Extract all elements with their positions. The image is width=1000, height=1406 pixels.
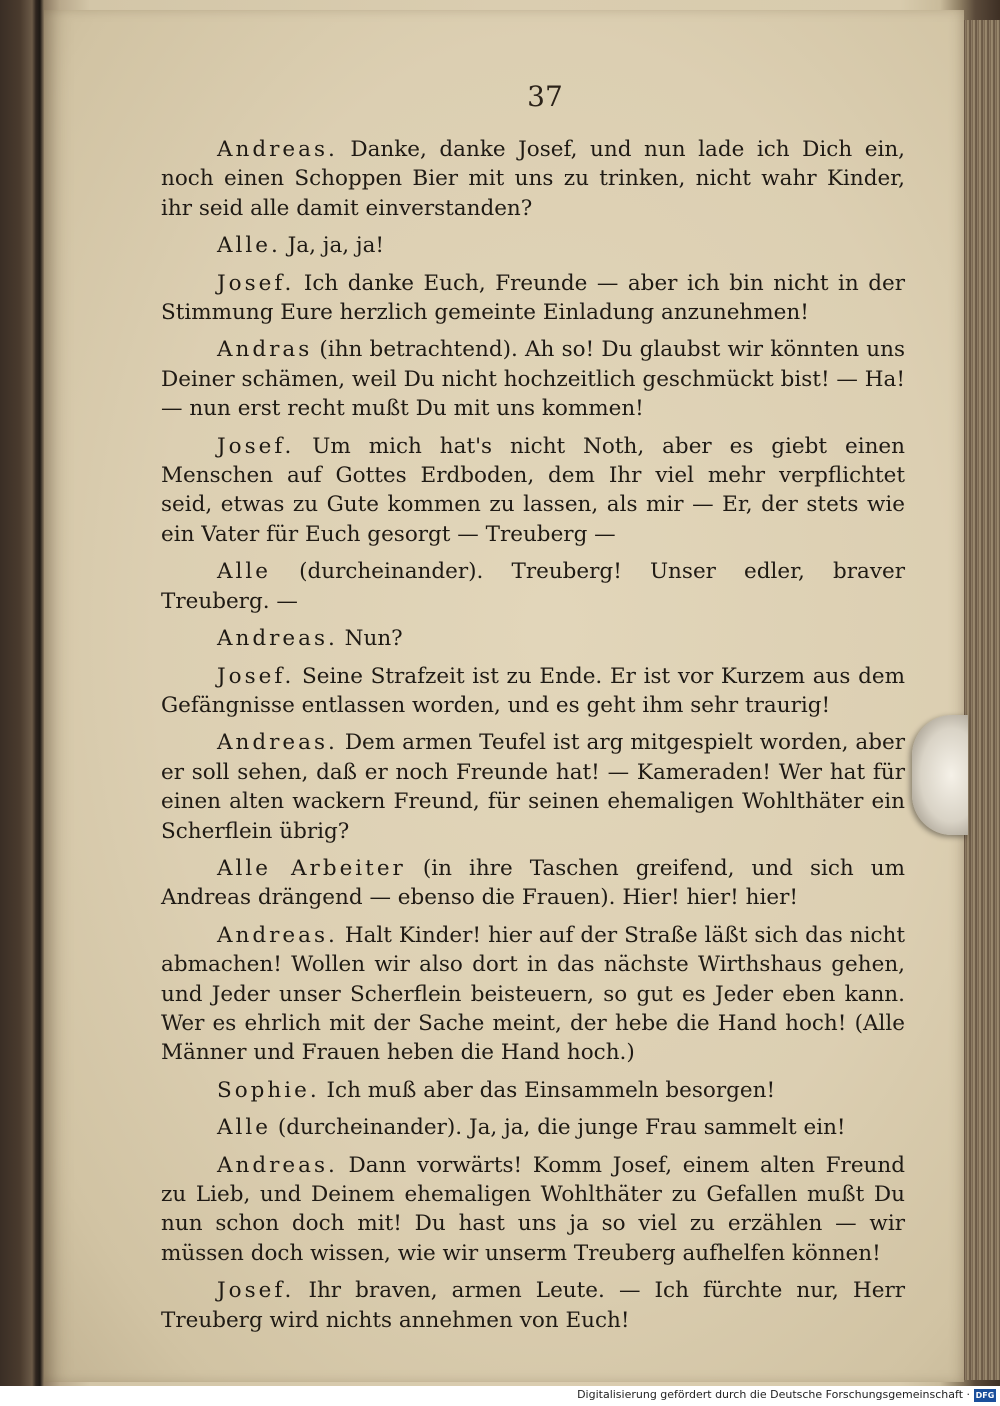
paragraph-text: Ich danke Euch, Freunde — aber ich bin nicht in der Stimmung Eure herzlich gemeinte Einladung anzunehmen! (161, 270, 905, 326)
paragraph-text: (durcheinander). Ja, ja, die junge Frau sammelt ein! (271, 1115, 846, 1141)
paragraph (161, 557, 905, 624)
funding-notice: Digitalisierung gefördert durch die Deutsche Forschungsgemeinschaft · (577, 1388, 970, 1401)
speaker-name: Josef. (217, 1278, 295, 1304)
paragraph-text: Dann vorwärts! Komm Josef, einem alten Freund zu Lieb, und Deinem ehemaligen Wohlthäter zu Gefallen mußt Du nun schon doch mit! Du hast uns ja so viel zu erzählen — wir müssen doch wissen, wie wir unserm Treuberg aufhelfen können! (161, 1152, 905, 1266)
paragraph (161, 728, 905, 854)
speaker-name: Andras (217, 337, 313, 363)
paragraph-text: Ihr braven, armen Leute. — Ich fürchte nur, Herr Treuberg wird nichts annehmen von Euch! (161, 1278, 905, 1333)
paragraph (161, 231, 905, 268)
paragraph-text: Seine Strafzeit ist zu Ende. Er ist vor Kurzem aus dem Gefängnisse entlassen worden, und es geht ihm sehr traurig! (161, 663, 905, 718)
speaker-name: Josef. (217, 270, 295, 296)
paragraph-text: (in ihre Taschen greifend, und sich um Andreas drängend — ebenso die Frauen). Hier! hier! hier! (161, 855, 905, 911)
page-number: 37 (527, 80, 563, 113)
speaker-name: Andreas. (217, 1152, 338, 1178)
paragraph-text: (durcheinander). Treuberg! Unser edler, braver Treuberg. — (161, 559, 905, 614)
paragraph (161, 662, 905, 729)
paragraph (161, 1151, 905, 1277)
paragraph-text: Um mich hat's nicht Noth, aber es giebt einen Menschen auf Gottes Erdboden, dem Ihr viel mehr verpflichtet seid, etwas zu Gute kommen zu lassen, als mir — Er, der stets wie ein Vater für Euch gesorgt — Treuberg — (161, 433, 905, 547)
paragraph-text: (ihn betrachtend). Ah so! Du glaubst wir könnten uns Deiner schämen, weil Du nicht hochzeitlich geschmückt bist! — Ha! — nun erst recht mußt Du mit uns kommen! (161, 337, 905, 422)
paragraph (161, 624, 905, 661)
paragraph-text: Dem armen Teufel ist arg mitgespielt worden, aber er soll sehen, daß er noch Freunde hat! — Kameraden! Wer hat für einen alten wackern Freund, für seinen ehemaligen Wohlthäter ein Scherflein übrig? (161, 730, 905, 844)
paragraph-text: Danke, danke Josef, und nun lade ich Dich ein, noch einen Schoppen Bier mit uns zu trinken, nicht wahr Kinder, ihr seid alle damit einverstanden? (161, 137, 905, 221)
speaker-name: Alle. (217, 233, 281, 259)
dfg-logo-icon: DFG (975, 1391, 995, 1400)
paragraph (161, 854, 905, 921)
paragraph (161, 921, 905, 1076)
paragraph-text: Halt Kinder! hier auf der Straße läßt sich das nicht abmachen! Wollen wir also dort in das nächste Wirthshaus gehen, und Jeder unser Scherflein beisteuern, so gut es Jeder eben kann. Wer es ehrlich mit der Sache meint, der hebe die Hand hoch! (Alle Männer und Frauen heben die Hand hoch.) (161, 922, 905, 1066)
speaker-name: Alle (217, 1115, 272, 1141)
paragraph (161, 1113, 905, 1150)
paragraph (161, 1276, 905, 1343)
speaker-name: Andreas. (217, 626, 338, 652)
speaker-name: Andreas. (217, 922, 338, 948)
page-text (161, 135, 905, 1343)
paragraph (161, 432, 905, 558)
speaker-name: Sophie. (217, 1077, 320, 1103)
speaker-name: Andreas. (217, 730, 338, 756)
paragraph (161, 269, 905, 336)
speaker-name: Andreas. (217, 137, 338, 162)
paragraph-text: Ja, ja, ja! (280, 233, 385, 259)
footer-bar (0, 1386, 1000, 1406)
paragraph (161, 135, 905, 231)
speaker-name: Alle Arbeiter (217, 855, 406, 881)
paragraph (161, 335, 905, 431)
book-page-edges (960, 20, 1000, 1380)
thumb-index-tab (912, 715, 968, 835)
speaker-name: Josef. (217, 433, 295, 459)
speaker-name: Alle (217, 559, 272, 585)
paragraph-text: Nun? (337, 626, 403, 652)
paragraph-text: Ich muß aber das Einsammeln besorgen! (319, 1077, 776, 1103)
speaker-name: Josef. (217, 663, 295, 689)
paragraph (161, 1076, 905, 1113)
